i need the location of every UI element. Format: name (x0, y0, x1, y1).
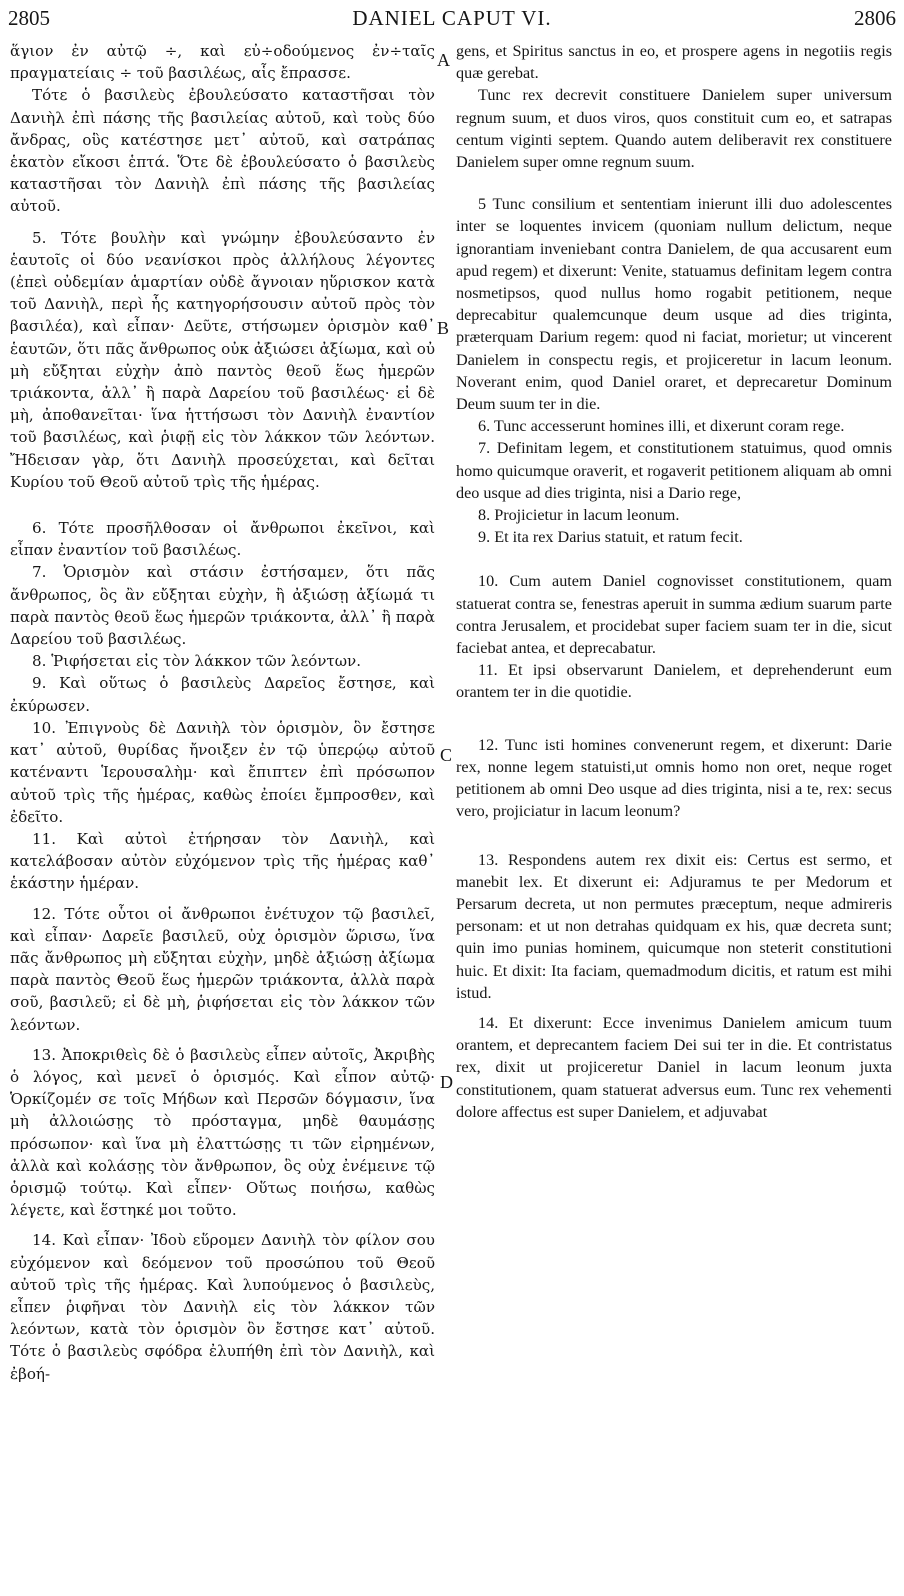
latin-verse-13: 13. Respondens autem rex dixit eis: Certus est sermo, et manebit lex. Et dixerunt ei: Adjuramus te per Medorum et Persarum decreta, ut non permutes præceptum, neque admireris personam: et ut non detrahas quidquam ex his, quæ decreta sunt; quin imo punias hominem, quicumque non steterit constitutioni huic. Et dixit: Ita faciam, quemadmodum dicitis, et ratum est mihi istud. (456, 850, 892, 1002)
greek-verse-11: 11. Καὶ αὐτοὶ ἐτήρησαν τὸν Δανιὴλ, καὶ κατελάβοσαν αὐτὸν εὐχόμενον τρὶς τῆς ἡμέρας καθ᾽ ἑκάστην ἡμέραν. (10, 829, 435, 893)
latin-column (456, 40, 892, 1123)
page-number-right: 2806 (854, 6, 896, 30)
page-number-left: 2805 (8, 6, 50, 30)
greek-verse-6: 6. Τότε προσῆλθοσαν οἱ ἄνθρωποι ἐκεῖνοι, καὶ εἶπαν ἐναντίον τοῦ βασιλέως. (10, 519, 435, 560)
greek-verse-5: 5. Τότε βουλὴν καὶ γνώμην ἐβουλεύσαντο ἐν ἑαυτοῖς οἱ δύο νεανίσκοι πρὸς ἀλλήλους λέγοντες (ἐπεὶ οὐδεμίαν ἁμαρτίαν οὐδὲ ἄγνοιαν ηὕρισκον κατὰ τοῦ Δανιὴλ, περὶ ἧς κατηγορήσουσιν αὐτοῦ πρὸς τὸν βασιλέα), καὶ εἶπαν· Δεῦτε, στήσωμεν ὁρισμὸν καθ᾽ ἑαυτῶν, ὅτι πᾶς ἄνθρωπος οὐκ ἀξιώσει ἀξίωμα, καὶ οὐ μὴ εὔξηται εὐχὴν ἀπὸ παντὸς θεοῦ ἕως ἡμερῶν τριάκοντα, ἀλλ᾽ ἢ παρὰ Δαρείου τοῦ βασιλέως· εἰ δὲ μὴ, ἀποθανεῖται· ἵνα ἡττήσωσι τὸν Δανιὴλ ἐναντίον τοῦ βασιλέως, καὶ ῥιφῇ εἰς τὸν λάκκον τῶν λεόντων. Ἤδεισαν γὰρ, ὅτι Δανιὴλ προσεύχεται, καὶ δεῖται Κυρίου τοῦ Θεοῦ αὐτοῦ τρὶς τῆς ἡμέρας. (10, 228, 435, 491)
page-title: DANIEL CAPUT VI. (352, 6, 552, 30)
page-header (8, 6, 896, 36)
greek-verse-8: 8. Ῥιφήσεται εἰς τὸν λάκκον τῶν λεόντων. (32, 652, 362, 671)
latin-verse-6: 6. Tunc accesserunt homines illi, et dixerunt coram rege. (478, 417, 845, 436)
latin-verse-11: 11. Et ipsi observarunt Danielem, et deprehenderunt eum orantem ter in die quotidie. (456, 661, 892, 702)
greek-verse-14: 14. Καὶ εἶπαν· Ἰδοὺ εὕρομεν Δανιὴλ τὸν φίλον σου εὐχόμενον καὶ δεόμενον τοῦ προσώπου τοῦ Θεοῦ αὐτοῦ τρὶς τῆς ἡμέρας. Καὶ λυπούμενος ὁ βασιλεὺς, εἶπεν ῥιφῆναι τὸν Δανιὴλ εἰς τὸν λάκκον τῶν λεόντων, κατὰ τὸν ὁρισμὸν ὃν ἔστησε κατ᾽ αὐτοῦ. Τότε ὁ βασιλεὺς σφόδρα ἐλυπήθη ἐπὶ τὸν Δανιὴλ, καὶ ἐβοή- (10, 1231, 435, 1383)
latin-verse-12: 12. Tunc isti homines convenerunt regem, et dixerunt: Darie rex, nonne legem statuisti,ut omnis homo non oret, neque roget petitionem ab omni Deo usque ad dies triginta, nisi a te, rex: secus vero, projiciatur in lacum leonum? (456, 735, 892, 821)
latin-verse-14: 14. Et dixerunt: Ecce invenimus Danielem amicum tuum orantem, et deprecantem faciem Dei sui ter in die. Et contristatus rex, dixit ut projiceretur Daniel in lacum leonum juxta constitutionem, quam statuerat adversus eum. Tunc rex vehementi dolore affectus est super Danielem, et adjuvabat (456, 1013, 892, 1121)
margin-marker-a: A (437, 50, 450, 70)
greek-verse-13: 13. Ἀποκριθεὶς δὲ ὁ βασιλεὺς εἶπεν αὐτοῖς, Ἀκριβὴς ὁ λόγος, καὶ μενεῖ ὁ ὁρισμός. Καὶ εἶπον αὐτῷ· Ὁρκίζομέν σε τοῖς Μήδων καὶ Περσῶν δόγμασιν, ἵνα μὴ ἀλλοιώσῃς τὸ πρόσταγμα, μηδὲ θαυμάσῃς πρόσωπον· καὶ ἵνα μὴ ἐλαττώσῃς τι τῶν εἰρημένων, ἀλλὰ καὶ κολάσῃς τὸν ἄνθρωπον, ὃς οὐχ ἐνέμεινε τῷ ὁρισμῷ τούτῳ. Καὶ εἶπεν· Οὕτως ποιήσω, καθὼς λέγετε, καὶ ἕστηκέ μοι τοῦτο. (10, 1045, 435, 1220)
latin-verse-10: 10. Cum autem Daniel cognovisset constitutionem, quam statuerat contra se, fenestras aperuit in summa ædium suarum parte contra Jerusalem, et procidebat super faciem suam ter in die, sicut faciebat antea, et deprecabatur. (456, 572, 892, 658)
margin-marker-d: D (440, 1072, 453, 1092)
greek-verse-12: 12. Τότε οὗτοι οἱ ἄνθρωποι ἐνέτυχον τῷ βασιλεῖ, καὶ εἶπαν· Δαρεῖε βασιλεῦ, οὐχ ὁρισμὸν ὥρισω, ἵνα πᾶς ἄνθρωπος μὴ εὔξηται εὐχὴν, μηδὲ ἀξιώσῃ ἀξίωμα παρὰ παντὸς Θεοῦ ἕως ἡμερῶν τριάκοντα, ἀλλὰ παρὰ σοῦ, βασιλεῦ; εἰ δὲ μὴ, ῥιφήσεται εἰς τὸν λάκκον τῶν λεόντων. (10, 904, 435, 1034)
latin-verse-8: 8. Projicietur in lacum leonum. (478, 506, 680, 525)
greek-verse-7: 7. Ὁρισμὸν καὶ στάσιν ἐστήσαμεν, ὅτι πᾶς ἄνθρωπος, ὃς ἂν εὔξηται εὐχὴν, ἢ ἀξιώσῃ ἀξίωμά τι παρὰ παντὸς θεοῦ ἕως ἡμερῶν τριάκοντα, ἀλλ᾽ ἢ παρὰ Δαρείου τοῦ βασιλέως. (10, 563, 435, 649)
greek-verse-10: 10. Ἐπιγνοὺς δὲ Δανιὴλ τὸν ὁρισμὸν, ὃν ἔστησε κατ᾽ αὐτοῦ, θυρίδας ἤνοιξεν ἐν τῷ ὑπερῴῳ αὐτοῦ κατέναντι Ἱερουσαλὴμ· καὶ ἔπιπτεν ἐπὶ πρόσωπον αὐτοῦ τρὶς τῆς ἡμέρας, καθὼς ἐποίει ἔμπροσθεν, καὶ ἐδεῖτο. (10, 718, 435, 826)
margin-marker-b: B (437, 318, 450, 338)
latin-verse-5: 5 Tunc consilium et sententiam inierunt illi duo adolescentes inter se loquentes invicem (quoniam nullum delictum, neque ignorantiam inveniebant contra Danielem, de qua accusarent eum apud regem) et dixerunt: Venite, statuamus definitam legem contra nosmetipsos, quod nullus homo rogabit petitionem, neque deprecabitur qualemcunque deum usque ad dies triginta, præterquam Darium regem: quod ni faciat, morietur; ut vincerent Danielem in conspectu regis, et projiceretur in lacum leonum. Noverant enim, quod Daniel oraret, et deprecaretur Dominum Deum suum ter in die. (456, 195, 892, 414)
margin-marker-c: C (440, 745, 453, 765)
greek-paragraph: Τότε ὁ βασιλεὺς ἐβουλεύσατο καταστῆσαι τὸν Δανιὴλ ἐπὶ πάσης τῆς βασιλείας αὐτοῦ, καὶ τοὺς δύο ἄνδρας, οὓς κατέστησε μετ᾽ αὐτοῦ, καὶ σατράπας ἑκατὸν εἴκοσι ἑπτά. Ὅτε δὲ ἐβουλεύσατο ὁ βασιλεὺς καταστῆσαι τὸν Δανιὴλ ἐπὶ πάσης τῆς βασιλείας αὐτοῦ. (10, 86, 435, 216)
latin-paragraph: gens, et Spiritus sanctus in eo, et prospere agens in negotiis regis quæ gerebat. (456, 42, 892, 83)
latin-paragraph: Tunc rex decrevit constituere Danielem super universum regnum suum, et duos viros, quos constituit cum eo, et satrapas centum viginti septem. Quando autem deliberavit rex constituere Danielem super omne regnum suum. (456, 86, 892, 172)
greek-paragraph: ἅγιον ἐν αὐτῷ ÷, καὶ εὐ÷οδούμενος ἐν÷ταῖς πραγματείαις ÷ τοῦ βασιλέως, αἷς ἔπρασσε. (10, 42, 435, 83)
latin-verse-9: 9. Et ita rex Darius statuit, et ratum fecit. (478, 528, 743, 547)
latin-verse-7: 7. Definitam legem, et constitutionem statuimus, quod omnis homo quicumque oraverit, et rogaverit petitionem aliquam ab omni deo usque ad dies triginta, nisi a Dario rege, (456, 439, 892, 502)
greek-verse-9: 9. Καὶ οὕτως ὁ βασιλεὺς Δαρεῖος ἔστησε, καὶ ἐκύρωσεν. (10, 674, 435, 715)
greek-column (10, 40, 435, 1385)
